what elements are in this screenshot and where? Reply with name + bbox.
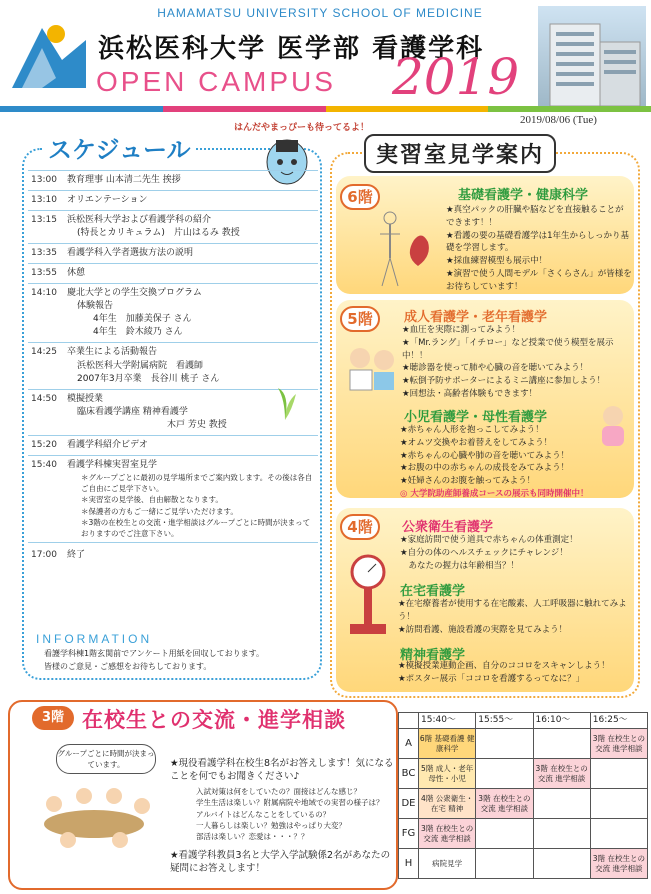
header-stripe xyxy=(0,106,651,112)
timetable-column-header: 15:40～ xyxy=(419,713,476,729)
dept-adult-gerontology: 成人看護学・老年看護学 xyxy=(404,310,548,325)
timetable-cell: 3階 在校生との交流 進学相談 xyxy=(476,789,533,819)
building-photo xyxy=(538,6,646,106)
dept-home-care: 在宅看護学 xyxy=(400,584,466,599)
tour-title: 実習室見学案内 xyxy=(364,134,556,173)
timetable-row xyxy=(399,819,648,849)
nurse-figure-icon xyxy=(344,344,400,392)
schedule-event: 看護学科棟実習室見学 ＊グループごとに最初の見学場所までご案内致します。その後は各自ご自由にご見学下さい。 ＊実習室の見学後、自由解散となります。 ＊保護者の方もご一緒にご見学いただけます。 ＊3階の在校生との交流・進学相談はグループごとに時間が決まっておりますのでご注意下さい。 xyxy=(64,455,318,543)
tour-note: ＊保護者の方もご一緒にご見学いただけます。 xyxy=(81,506,238,516)
dept-public-health: 公衆衛生看護学 xyxy=(402,520,494,535)
schedule-event: 卒業生による活動報告 浜松医科大学附属病院 看護師 2007年3月卒業 長谷川 桃子 さん xyxy=(64,343,318,389)
open-campus-label: OPEN CAMPUS xyxy=(96,66,336,97)
information-text xyxy=(44,648,314,674)
dept-pediatric-maternal: 小児看護学・母性看護学 xyxy=(404,410,548,425)
schedule-time: 13:35 xyxy=(28,244,64,264)
dept-pediatric-maternal-items: ★赤ちゃん人形を抱っこしてみよう！ ★オムツ交換やお着替えをしてみよう！ ★赤ちゃんの心臓や肺の音を聴いてみよう！ ★お腹の中の赤ちゃんの成長をみてみよう！ ★妊婦さんのお腹を触ってみよう！ ◎ 大学院助産師養成コースの展示も同時開催中！ xyxy=(400,425,589,499)
timetable-cell: 4階 公衆衛生・在宅 精神 xyxy=(419,789,476,819)
leaf-icon xyxy=(270,380,300,420)
timetable-cell xyxy=(590,759,647,789)
timetable-cell xyxy=(476,819,533,849)
timetable-cell: 3階 在校生との交流 進学相談 xyxy=(590,849,647,879)
exchange-lead-1: ★現役看護学科在校生8名がお答えします！気になることを何でもお聞きください♪ xyxy=(170,758,394,782)
baby-icon xyxy=(596,404,630,448)
schedule-time: 13:10 xyxy=(28,191,64,211)
information-line: 看護学科棟1階玄関前でアンケート用紙を回収しております。 xyxy=(44,649,264,658)
schedule-time: 15:40 xyxy=(28,455,64,543)
timetable-cell xyxy=(476,759,533,789)
exchange-title: 在校生との交流・進学相談 xyxy=(82,708,346,732)
floor-5-tag: 5階 xyxy=(340,306,380,332)
university-name: HAMAMATSU UNIVERSITY SCHOOL OF MEDICINE xyxy=(157,6,483,20)
dept-home-care-items: ★在宅療養者が使用する在宅酸素、人工呼吸器に触れてみよう！ ★訪問看護、施設看護の実際を見てみよう！ xyxy=(398,599,627,635)
students-table-icon xyxy=(24,780,164,850)
schedule-time: 13:15 xyxy=(28,211,64,244)
tour-note: ＊グループごとに最初の見学場所までご案内致します。その後は各自ご自由にご見学下さい。 xyxy=(81,472,313,494)
timetable-group: FG xyxy=(399,819,419,849)
schedule-time: 17:00 xyxy=(28,543,64,566)
timetable-cell xyxy=(590,789,647,819)
timetable-cell xyxy=(476,729,533,759)
schedule-row xyxy=(28,264,318,284)
timetable-cell: 6階 基礎看護 健康科学 xyxy=(419,729,476,759)
dept-fundamental-items: ★真空パックの肝臓や脳などを直接触ることができます！！ ★看護の要の基礎看護学は1年生からしっかり基礎を学習します。 ★採血練習模型も展示中！ ★演習で使う人間モデル「さくらさん」が皆様をお待ちしています！ xyxy=(446,205,632,292)
timetable-cell xyxy=(533,789,590,819)
skeleton-icon xyxy=(376,210,436,290)
floor-6-tag: 6階 xyxy=(340,184,380,210)
schedule-row xyxy=(28,435,318,455)
mascot-caption: はんだやまっぴーも待ってるよ！ xyxy=(234,123,370,133)
floor-3-tag: 3階 xyxy=(32,706,74,730)
schedule-event: 休憩 xyxy=(64,264,318,284)
schedule-event: 看護学科紹介ビデオ xyxy=(64,435,318,455)
schedule-event: 看護学科入学者選抜方法の説明 xyxy=(64,244,318,264)
timetable-group: BC xyxy=(399,759,419,789)
timetable-column-header: 16:10～ xyxy=(533,713,590,729)
schedule-time: 14:50 xyxy=(28,389,64,435)
schedule-time: 15:20 xyxy=(28,435,64,455)
information-line: 皆様のご意見・ご感想をお待ちしております。 xyxy=(44,661,212,671)
timetable-row xyxy=(399,849,648,879)
timetable-group: H xyxy=(399,849,419,879)
dept-public-health-items: ★家庭訪問で使う道具で赤ちゃんの体重測定！ ★自分の体のヘルスチェックにチャレンジ！ あなたの握力は年齢相当？！ xyxy=(400,535,578,571)
schedule-title: スケジュール xyxy=(44,130,195,165)
schedule-row xyxy=(28,171,318,191)
scale-icon xyxy=(346,550,390,636)
timetable-cell: 3階 在校生との交流 進学相談 xyxy=(533,759,590,789)
schedule-event: 教育理事 山本清二先生 挨拶 xyxy=(64,171,318,191)
schedule-row xyxy=(28,455,318,543)
floor-4-tag: 4階 xyxy=(340,514,380,540)
schedule-time: 13:00 xyxy=(28,171,64,191)
information-title: INFORMATION xyxy=(36,632,153,646)
schedule-time: 14:25 xyxy=(28,343,64,389)
schedule-event: 慶北大学との学生交換プログラム 体験報告 4年生 加藤美保子 さん 4年生 鈴木綾乃 さん xyxy=(64,284,318,343)
schedule-event: 浜松医科大学および看護学科の紹介 (特長とカリキュラム) 片山はるみ 教授 xyxy=(64,211,318,244)
schedule-table xyxy=(28,170,318,565)
year-label: 2019 xyxy=(392,48,520,106)
event-date: 2019/08/06 (Tue) xyxy=(520,114,597,126)
timetable-column-header: 16:25～ xyxy=(590,713,647,729)
timetable-row xyxy=(399,729,648,759)
dept-fundamental: 基礎看護学・健康科学 xyxy=(458,188,589,203)
timetable-cell xyxy=(476,849,533,879)
timetable-cell xyxy=(533,729,590,759)
tour-note: ＊実習室の見学後、自由解散となります。 xyxy=(81,495,223,505)
schedule-row xyxy=(28,543,318,566)
timetable-cell xyxy=(533,819,590,849)
exchange-questions: 入試対策は何をしていたの？面接はどんな感じ？ 学生生活は楽しい？附属病院や地域での実習の様子は？ アルバイトはどんなことをしているの？ 一人暮らしは楽しい？勉強はやっぱり大変？ 部活は楽しい？恋愛は・・・？？ xyxy=(196,787,384,841)
schedule-row xyxy=(28,244,318,264)
schedule-event: 終了 xyxy=(64,543,318,566)
schedule-event: 模擬授業 臨床看護学講座 精神看護学 木戸 芳史 教授 xyxy=(64,389,318,435)
schedule-row xyxy=(28,284,318,343)
schedule-row xyxy=(28,211,318,244)
dept-psychiatric-items: ★模擬授業連動企画、自分のココロをスキャンしよう！ ★ポスター展示「ココロを看護するってなに？」 xyxy=(398,661,610,684)
timetable-column-header: 15:55～ xyxy=(476,713,533,729)
group-timetable xyxy=(398,712,648,879)
timetable-group: A xyxy=(399,729,419,759)
timetable-cell xyxy=(533,849,590,879)
timetable-cell: 3階 在校生との交流 進学相談 xyxy=(419,819,476,849)
timetable-cell: 3階 在校生との交流 進学相談 xyxy=(590,729,647,759)
tour-note: ＊3階の在校生との交流・進学相談はグループごとに時間が決まっておりますのでご注意下さい。 xyxy=(81,517,311,539)
page-title: 浜松医科大学 医学部 看護学科 xyxy=(98,34,485,64)
schedule-time: 13:55 xyxy=(28,264,64,284)
timetable-cell: 病院見学 xyxy=(419,849,476,879)
schedule-event: オリエンテーション xyxy=(64,191,318,211)
timetable-group: DE xyxy=(399,789,419,819)
timetable-row xyxy=(399,759,648,789)
timetable-cell xyxy=(590,819,647,849)
schedule-row xyxy=(28,191,318,211)
schedule-time: 14:10 xyxy=(28,284,64,343)
exchange-lead-2: ★看護学科教員3名と大学入学試験係2名があなたの疑問にお答えします！ xyxy=(170,850,391,874)
group-time-bubble: グループごとに時間が決まっています。 xyxy=(56,744,156,774)
dept-psychiatric: 精神看護学 xyxy=(400,648,466,663)
timetable-row xyxy=(399,789,648,819)
timetable-cell: 5階 成人・老年 母性・小児 xyxy=(419,759,476,789)
logo-icon xyxy=(12,20,86,90)
dept-adult-gerontology-items: ★血圧を実際に測ってみよう！ ★「Mr.ラング」「イチロー」など授業で使う模型を展示中！！ ★聴診器を使って肺や心臓の音を聴いてみよう！ ★転倒予防サポーターによるミニ講座に参加しよう！ ★回想法・高齢者体験もできます！ xyxy=(402,325,614,399)
